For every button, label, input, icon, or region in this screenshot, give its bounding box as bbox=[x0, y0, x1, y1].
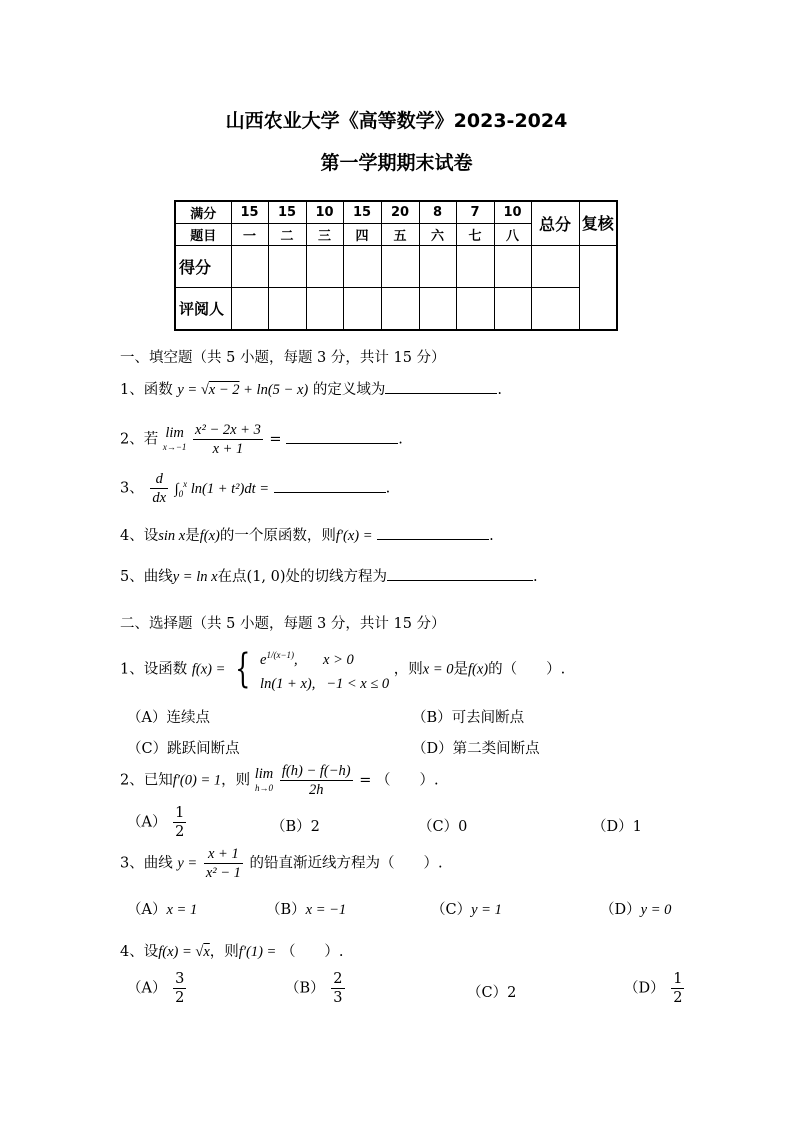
answer-blank[interactable] bbox=[377, 525, 489, 540]
option-label: （A） bbox=[127, 814, 167, 831]
grader-cell[interactable] bbox=[343, 288, 381, 330]
formula: f′(0) = 1 bbox=[172, 772, 222, 789]
q-mid: ，则 bbox=[393, 661, 423, 678]
q-prefix: 3、 bbox=[120, 480, 144, 497]
points-cell: 10 bbox=[494, 201, 531, 224]
answer-blank[interactable] bbox=[385, 379, 497, 394]
score-cell[interactable] bbox=[268, 246, 306, 288]
q-suffix: 的铅直渐近线方程为（ ）. bbox=[249, 855, 443, 872]
limit-operator: lim x→−1 bbox=[162, 424, 187, 452]
fraction: $\frac{f(h) - f(-h)}{2h}$ bbox=[281, 763, 351, 798]
formula: f(x) = √x bbox=[158, 944, 210, 960]
fill-question-4: 4、设sin x是f(x)的一个原函数，则f′(x) = . bbox=[120, 524, 494, 545]
option-d[interactable] bbox=[600, 898, 671, 919]
q-mid: 的一个原函数，则 bbox=[219, 528, 336, 544]
formula: x = −1 bbox=[305, 902, 347, 918]
formula: (1, 0) bbox=[246, 569, 286, 585]
formula: x = 0 bbox=[422, 661, 454, 678]
total-label: 总分 bbox=[531, 201, 579, 246]
score-cell[interactable] bbox=[343, 246, 381, 288]
option-a[interactable] bbox=[127, 970, 188, 1007]
brace-icon: { bbox=[235, 646, 251, 693]
points-cell: 15 bbox=[268, 201, 306, 224]
q-prefix: 2、若 bbox=[120, 431, 159, 448]
question-cell: 二 bbox=[268, 224, 306, 246]
points-cell: 7 bbox=[456, 201, 494, 224]
q-prefix: 5、曲线 bbox=[120, 569, 173, 585]
choice-question-2: 2、已知f′(0) = 1，则 lim h→0 $\frac{f(h) - f(-h)}{2h}$ = （ ）. bbox=[120, 763, 439, 798]
question-cell: 五 bbox=[381, 224, 419, 246]
grader-cell[interactable] bbox=[306, 288, 343, 330]
option-d[interactable]: （D）第二类间断点 bbox=[412, 741, 540, 757]
option-label: （B） bbox=[266, 902, 306, 918]
points-row bbox=[175, 201, 617, 224]
fraction: $\frac{3}{2}$ bbox=[175, 971, 185, 1006]
points-cell: 8 bbox=[419, 201, 456, 224]
score-cell[interactable] bbox=[419, 246, 456, 288]
option-c[interactable]: （C）跳跃间断点 bbox=[127, 741, 240, 757]
q-suffix: （ ）. bbox=[280, 944, 344, 960]
question-cell: 三 bbox=[306, 224, 343, 246]
answer-blank[interactable] bbox=[387, 566, 533, 581]
option-label: （A） bbox=[127, 980, 167, 997]
fill-question-2: 2、若 lim x→−1 $\frac{\text{x² − 2x + 3}}{x + 1}$ = . bbox=[120, 422, 403, 457]
review-label: 复核 bbox=[579, 201, 617, 246]
question-label: 题目 bbox=[175, 224, 231, 246]
score-table bbox=[174, 200, 618, 331]
fill-question-3: 3、 $\frac{d}{dx}$ $\int_0^x$ ln(1 + t²)dt = . bbox=[120, 471, 391, 506]
score-cell[interactable] bbox=[494, 246, 531, 288]
grader-cell[interactable] bbox=[456, 288, 494, 330]
formula: $\int_0^x$ ln(1 + t²)dt = bbox=[174, 478, 270, 499]
fraction: $\frac{1}{2}$ bbox=[175, 805, 185, 840]
limit-operator: lim h→0 bbox=[254, 765, 274, 793]
score-cell[interactable] bbox=[231, 246, 268, 288]
grader-label: 评阅人 bbox=[175, 288, 231, 330]
q-mid: 是 bbox=[185, 528, 200, 544]
section2-heading: 二、选择题（共 5 小题，每题 3 分，共计 15 分） bbox=[120, 616, 446, 632]
option-b[interactable] bbox=[285, 970, 347, 1007]
q-prefix: 1、函数 bbox=[120, 382, 173, 398]
q-suffix: （ ）. bbox=[375, 772, 439, 789]
piecewise-formula: $e^{1/(x-1)}$, x > 0 ln(1 + x), −1 < x ≤ 0 bbox=[260, 650, 390, 692]
q-mid: ，则 bbox=[221, 772, 251, 789]
question-cell: 一 bbox=[231, 224, 268, 246]
formula: x = 1 bbox=[166, 902, 198, 918]
option-d[interactable] bbox=[624, 970, 686, 1007]
fraction: $\frac{1}{2}$ bbox=[673, 971, 683, 1006]
score-cell[interactable] bbox=[381, 246, 419, 288]
option-c[interactable]: （C）0 bbox=[418, 819, 468, 835]
grader-cell[interactable] bbox=[381, 288, 419, 330]
choice-question-1 bbox=[120, 643, 565, 696]
formula: f(x) bbox=[468, 661, 489, 678]
question-cell: 八 bbox=[494, 224, 531, 246]
q-mid: ，则 bbox=[209, 944, 239, 960]
points-cell: 20 bbox=[381, 201, 419, 224]
grader-cell[interactable] bbox=[494, 288, 531, 330]
formula: f′(1) = bbox=[238, 944, 277, 960]
option-label: （C） bbox=[431, 902, 472, 918]
grader-cell[interactable] bbox=[531, 288, 579, 330]
q-prefix: 4、设 bbox=[120, 528, 159, 544]
question-cell: 六 bbox=[419, 224, 456, 246]
option-b[interactable] bbox=[266, 898, 346, 919]
review-cell[interactable] bbox=[579, 246, 617, 330]
score-cell[interactable] bbox=[531, 246, 579, 288]
formula: f′(x) = bbox=[335, 528, 373, 544]
q-suffix: 的定义域为 bbox=[312, 382, 386, 398]
choice-question-3 bbox=[120, 845, 443, 882]
score-row bbox=[175, 246, 617, 288]
points-cell: 15 bbox=[231, 201, 268, 224]
answer-blank[interactable] bbox=[274, 478, 386, 493]
q-suffix: 的（ ）. bbox=[488, 661, 566, 678]
points-label: 满分 bbox=[175, 201, 231, 224]
option-c[interactable]: （C）2 bbox=[467, 985, 517, 1001]
fraction: $\frac{2}{3}$ bbox=[333, 971, 343, 1006]
fraction: $\frac{\text{x² − 2x + 3}}{x + 1}$ bbox=[195, 422, 261, 457]
option-label: （D） bbox=[624, 980, 665, 997]
q-prefix: 1、设函数 bbox=[120, 661, 188, 678]
q-mid: 是 bbox=[453, 661, 469, 678]
option-b[interactable]: （B）2 bbox=[271, 819, 320, 835]
option-a[interactable]: （A）连续点 bbox=[127, 710, 210, 726]
formula: f(x) bbox=[199, 528, 220, 544]
option-label: （B） bbox=[285, 980, 325, 997]
option-label: （A） bbox=[127, 902, 167, 918]
grader-cell[interactable] bbox=[268, 288, 306, 330]
formula: y = √x − 2 + ln(5 − x) bbox=[177, 382, 309, 398]
derivative-operator: $\frac{d}{dx}$ bbox=[152, 471, 167, 506]
grader-cell[interactable] bbox=[231, 288, 268, 330]
formula: f(x) = bbox=[191, 661, 226, 678]
formula: y = 0 bbox=[640, 902, 672, 918]
option-b[interactable]: （B）可去间断点 bbox=[412, 710, 525, 726]
option-c[interactable] bbox=[431, 898, 502, 919]
fraction: $\frac{x + 1}{\text{x² − 1}}$ bbox=[205, 846, 241, 881]
grader-cell[interactable] bbox=[419, 288, 456, 330]
page-title: 山西农业大学《高等数学》2023-2024 bbox=[225, 110, 568, 132]
q-prefix: 4、设 bbox=[120, 944, 159, 960]
formula: y = ln x bbox=[172, 569, 218, 585]
question-cell: 四 bbox=[343, 224, 381, 246]
answer-blank[interactable] bbox=[286, 429, 398, 444]
points-cell: 15 bbox=[343, 201, 381, 224]
points-cell: 10 bbox=[306, 201, 343, 224]
formula: y = bbox=[177, 855, 198, 872]
page-subtitle: 第一学期期末试卷 bbox=[320, 152, 473, 174]
score-cell[interactable] bbox=[306, 246, 343, 288]
fill-question-5: 5、曲线y = ln x在点(1, 0)处的切线方程为 . bbox=[120, 565, 538, 586]
formula: y = 1 bbox=[471, 902, 502, 918]
section1-heading: 一、填空题（共 5 小题，每题 3 分，共计 15 分） bbox=[120, 350, 446, 366]
grader-row bbox=[175, 288, 617, 330]
option-a[interactable] bbox=[127, 898, 197, 919]
fill-question-1: 1、函数 y = √x − 2 + ln(5 − x) 的定义域为 . bbox=[120, 378, 502, 399]
option-d[interactable]: （D）1 bbox=[592, 819, 642, 835]
q-mid: 在点 bbox=[217, 569, 247, 585]
question-cell: 七 bbox=[456, 224, 494, 246]
q-prefix: 2、已知 bbox=[120, 772, 173, 789]
score-label: 得分 bbox=[175, 246, 231, 288]
score-cell[interactable] bbox=[456, 246, 494, 288]
choice-question-4 bbox=[120, 940, 344, 961]
formula: sin x bbox=[158, 528, 186, 544]
option-a[interactable] bbox=[127, 804, 188, 841]
q-suffix: 处的切线方程为 bbox=[285, 569, 388, 585]
q-prefix: 3、曲线 bbox=[120, 855, 173, 872]
option-label: （D） bbox=[600, 902, 641, 918]
